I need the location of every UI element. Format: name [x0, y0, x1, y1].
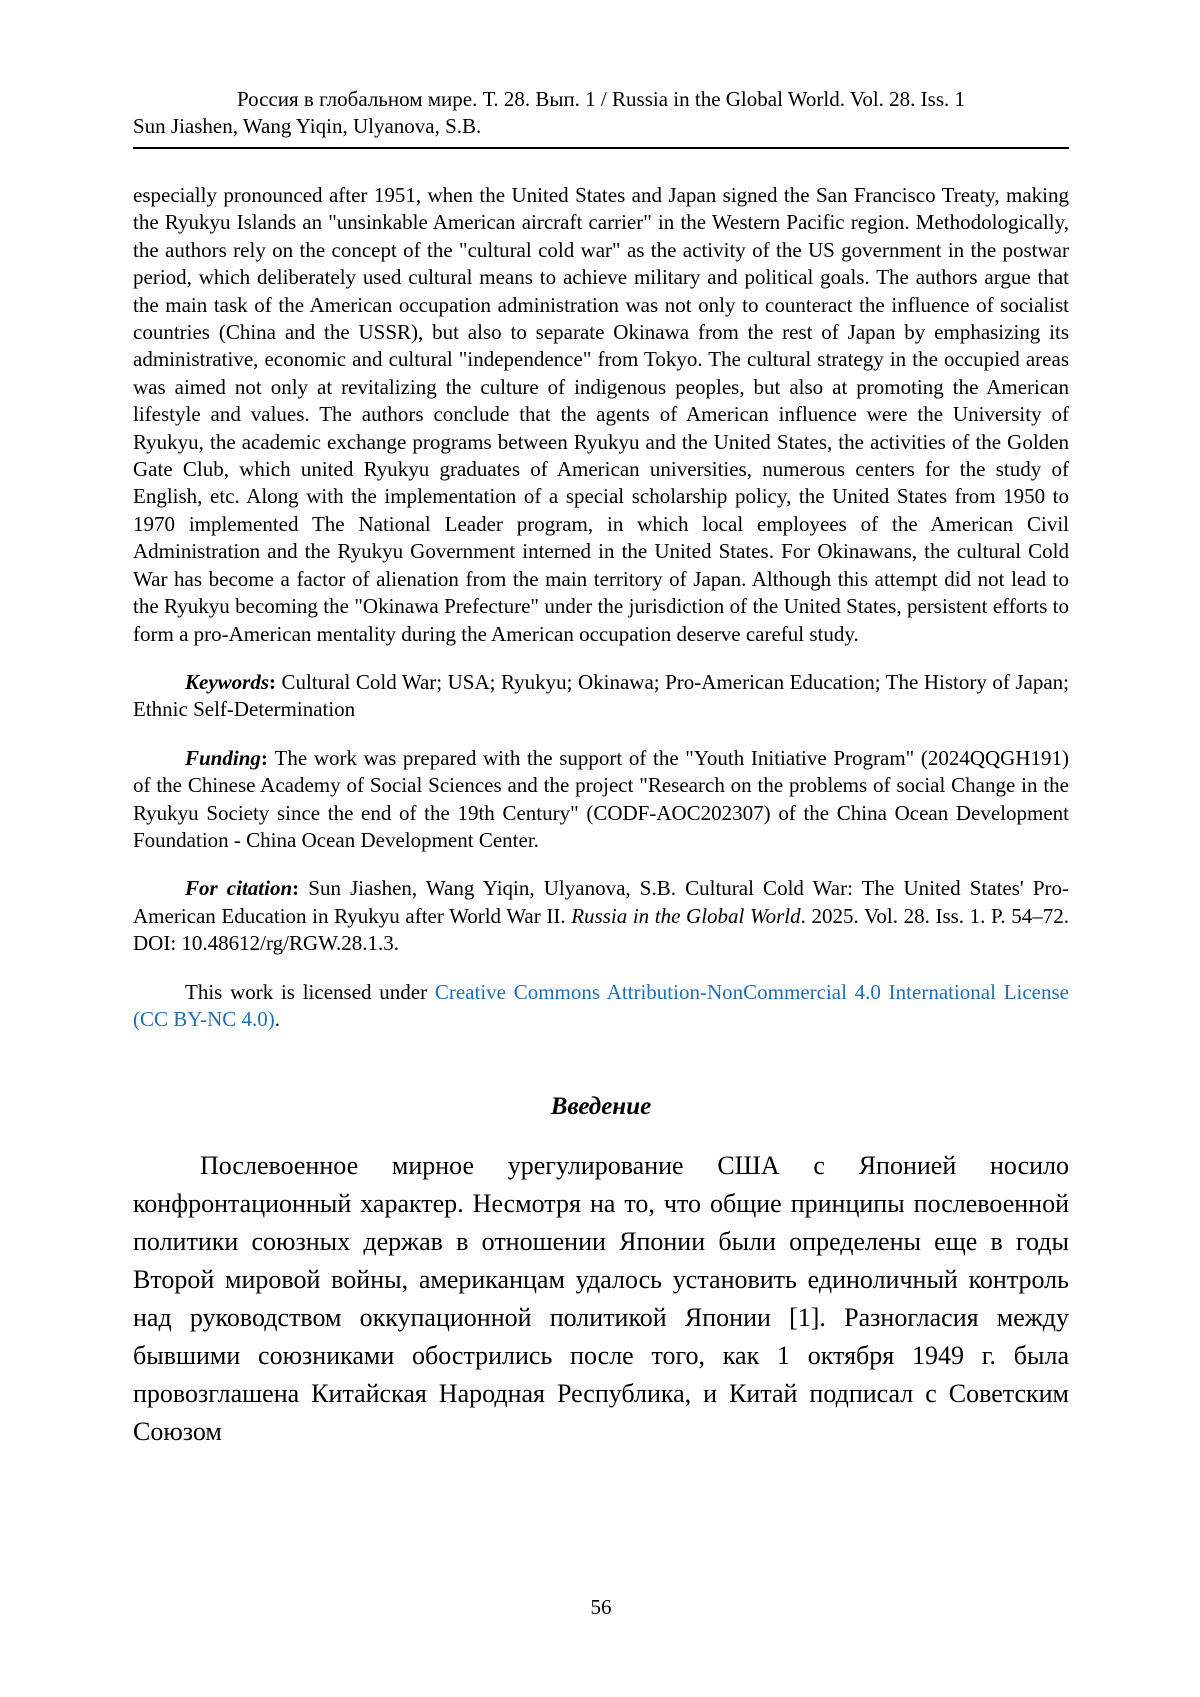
license-suffix-text: .: [274, 1006, 281, 1031]
license-prefix-text: This work is licensed under: [185, 979, 435, 1004]
citation-journal-name: Russia in the Global World: [571, 903, 801, 928]
funding-text: The work was prepared with the support of the "Youth Initiative Program" (2024QQGH191) of the Chinese Academy of Social Sciences and the project "Research on the problems of social Change in the Ryukyu Society since the end of the 19th Century" (CODF-AOC202307) of the China Ocean Development Foundation - China Ocean Development Center.: [133, 745, 1070, 852]
citation-text-tail: . 2025. Vol. 28. Iss. 1. P. 54–72. DOI: 10.48612/rg/RGW.28.1.3.: [133, 903, 1070, 956]
funding-colon: :: [260, 745, 275, 770]
journal-title-line: Россия в глобальном мире. Т. 28. Вып. 1 / Russia in the Global World. Vol. 28. Iss. 1: [236, 87, 966, 111]
cc-license-link[interactable]: Creative Commons Attribution-NonCommercial 4.0 International License (CC BY-NC 4.0): [133, 979, 1069, 1031]
document-page: [133, 0, 1069, 1697]
running-header: [133, 0, 1069, 149]
header-authors-line: Sun Jiashen, Wang Yiqin, Ulyanova, S.B.: [133, 114, 482, 138]
funding-label: Funding: [185, 745, 261, 770]
citation-label: For citation: [185, 876, 293, 901]
keywords-text: Cultural Cold War; USA; Ryukyu; Okinawa; Pro-American Education; The History of Japan; Ethnic Self-Determination: [133, 669, 1070, 722]
abstract-paragraph: especially pronounced after 1951, when the United States and Japan signed the San Francisco Treaty, making the Ryukyu Islands an "unsinkable American aircraft carrier" in the Western Pacific region. Methodologically, the authors rely on the concept of the "cultural cold war" as the activity of the US government in the postwar period, which deliberately used cultural means to achieve military and political goals. The authors argue that the main task of the American occupation administration was not only to counteract the influence of socialist countries (China and the USSR), but also to separate Okinawa from the rest of Japan by emphasizing its administrative, economic and cultural "independence" from Tokyo. The cultural strategy in the occupied areas was aimed not only at revitalizing the culture of indigenous peoples, but also at promoting the American lifestyle and values. The authors conclude that the agents of American influence were the University of Ryukyu, the academic exchange programs between Ryukyu and the United States, the activities of the Golden Gate Club, which united Ryukyu graduates of American universities, numerous centers for the study of English, etc. Along with the implementation of a special scholarship policy, the United States from 1950 to 1970 implemented The National Leader program, in which local employees of the American Civil Administration and the Ryukyu Government interned in the United States. For Okinawans, the cultural Cold War has become a factor of alienation from the main territory of Japan. Although this attempt did not lead to the Ryukyu becoming the "Okinawa Prefecture" under the jurisdiction of the United States, persistent efforts to form a pro-American mentality during the American occupation deserve careful study.: [133, 183, 1069, 646]
introduction-first-paragraph: Послевоенное мирное урегулирование США с Японией носило конфронтационный характер. Несмотря на то, что общие принципы послевоенной политики союзных держав в отношении Японии были определены еще в годы Второй мировой войны, американцам удалось установить единоличный контроль над руководством оккупационной политикой Японии [1]. Разногласия между бывшими союзниками обострились после того, как 1 октября 1949 г. была провозглашена Китайская Народная Республика, и Китай подписал с Советским Союзом: [133, 1151, 1069, 1447]
citation-paragraph: [133, 875, 1069, 957]
citation-text: Sun Jiashen, Wang Yiqin, Ulyanova, S.B. Cultural Cold War: The United States' Pro-American Education in Ryukyu after World War II.: [133, 876, 1069, 928]
keywords-label: Keywords: [185, 669, 269, 694]
citation-colon: :: [292, 876, 309, 901]
license-paragraph: [133, 979, 1069, 1034]
section-heading-introduction: Введение: [550, 1093, 652, 1121]
funding-paragraph: [133, 745, 1069, 855]
page-number: 56: [590, 1595, 612, 1619]
keywords-paragraph: [133, 669, 1069, 724]
keywords-colon: :: [269, 669, 282, 694]
